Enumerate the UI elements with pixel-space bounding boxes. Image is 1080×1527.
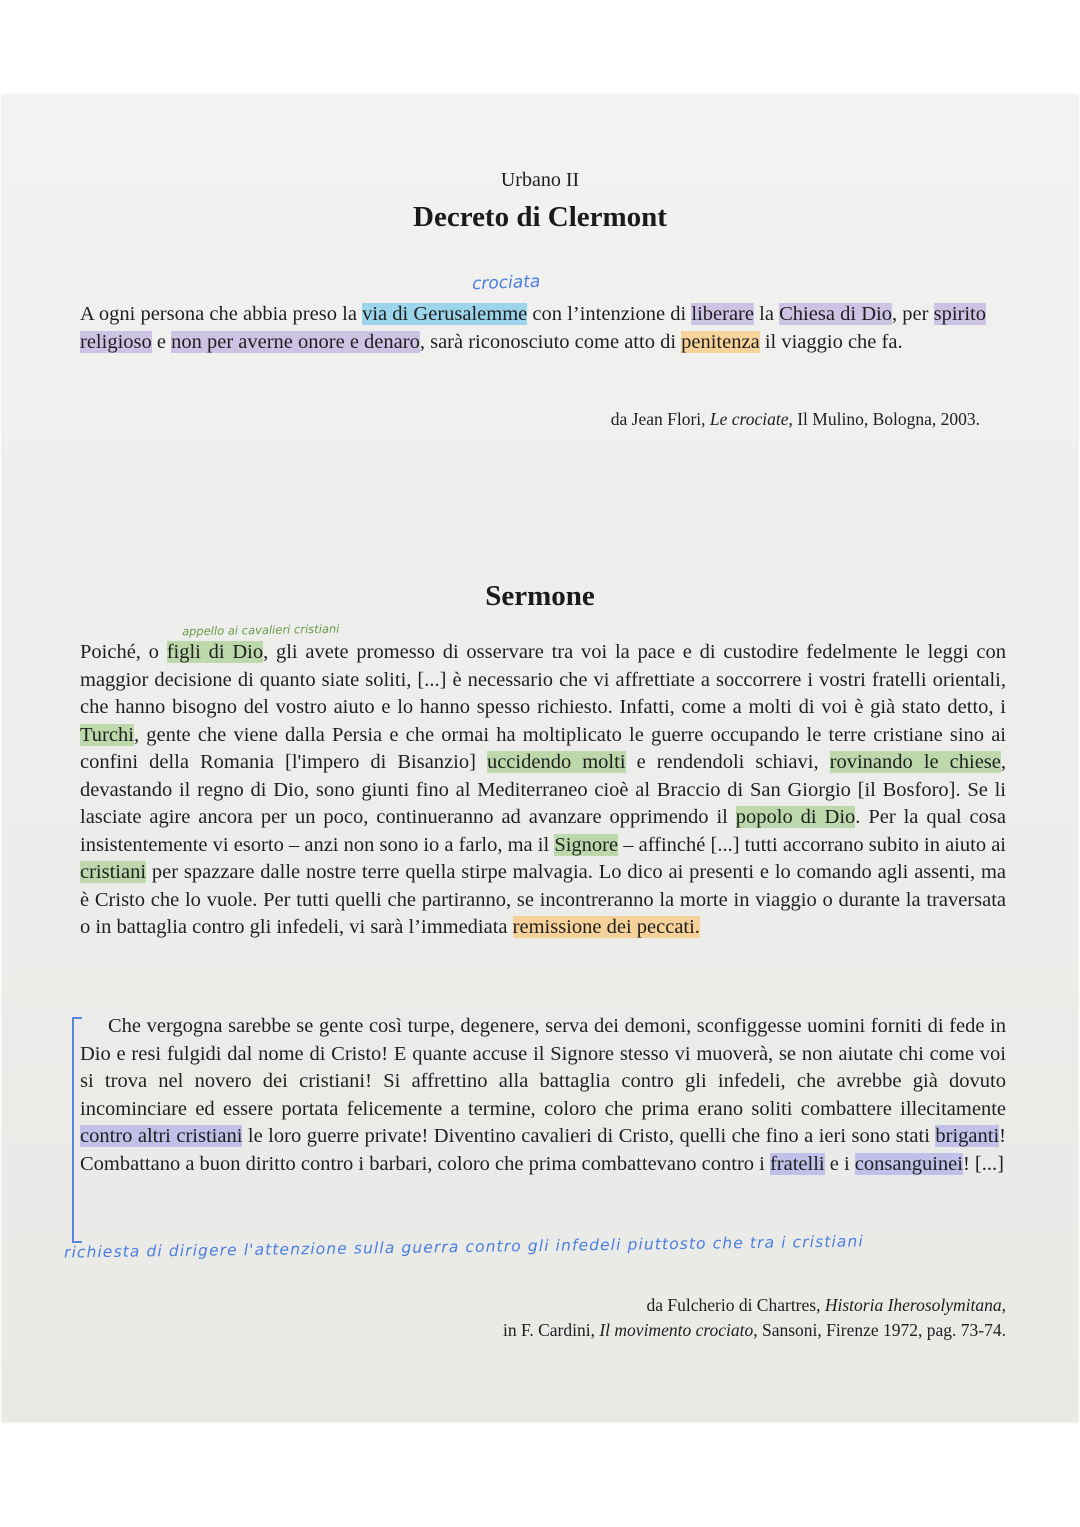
text-run: , sarà riconosciuto come atto di — [419, 330, 682, 353]
text-run: e i — [824, 1152, 855, 1175]
text-run: e rendendoli schiavi, — [625, 751, 830, 773]
decree-paragraph — [80, 301, 986, 356]
highlight-green: figli di Dio — [166, 641, 264, 663]
handwritten-note-crociata: crociata — [471, 271, 541, 295]
text-run: Che vergogna sarebbe se gente così turpe, degenere, serva dei demoni, sconfiggesse uomini forniti di fede in Dio e resi fulgidi dal nome di Cristo! E quante accuse il Signore stesso vi muoverà, se non aiutate chi come voi si trova nel novero dei cristiani! Si affrettino alla battaglia contro gli infedeli, che avrebbe già dovuto incominciare ed essere portata felicemente a termine, coloro che prima erano soliti combattere illecitamente — [80, 1015, 1006, 1120]
highlight-green: uccidendo molti — [486, 751, 626, 773]
highlight-orange: penitenza — [681, 330, 760, 353]
text-run: le loro guerre private! Diventino cavalieri di Cristo, quelli che fino a ieri sono stati — [242, 1125, 936, 1147]
handwritten-note-richiesta: richiesta di dirigere l'attenzione sulla guerra contro gli infedeli piuttosto che tra i cristiani — [63, 1232, 864, 1262]
handwritten-note-appello: appello ai cavalieri cristiani — [181, 621, 340, 639]
highlight-indigo: briganti — [935, 1125, 1000, 1147]
highlight-indigo: consanguinei — [854, 1152, 963, 1175]
decree-source: da Jean Flori, Le crociate, Il Mulino, Bologna, 2003. — [610, 409, 980, 429]
text-run: e — [151, 330, 172, 353]
document-page — [2, 95, 1078, 1422]
highlight-purple: non per averne onore e denaro — [171, 330, 420, 353]
highlight-green: Signore — [554, 833, 619, 856]
text-run: , per — [891, 303, 934, 325]
decree-title: Decreto di Clermont — [413, 201, 667, 233]
sermon-paragraph-1 — [80, 639, 1006, 942]
text-run: , devastando il regno di Dio, sono giunti fino al Mediterraneo cioè al Braccio di San Giorgio [il Bosforo]. Se li lasciate agire ancora per un poco, continueranno ad avanzare opprimendo il — [80, 751, 1006, 828]
highlight-green: cristiani — [80, 861, 147, 883]
text-run: Poiché, o — [80, 641, 167, 663]
highlight-purple: spirito religioso — [80, 303, 986, 353]
text-run: il viaggio che fa. — [759, 330, 903, 353]
highlight-purple: Chiesa di Dio — [779, 303, 892, 325]
sermon-source-line-1: da Fulcherio di Chartres, Historia Iherosolymitana, — [646, 1295, 1006, 1315]
highlight-purple: liberare — [691, 303, 754, 325]
text-run: – affinché [...] tutti accorrano subito in aiuto ai — [618, 833, 1006, 856]
highlight-blue: via di Gerusalemme — [362, 303, 528, 325]
text-run: ! [...] — [962, 1152, 1004, 1175]
highlight-green: Turchi — [80, 723, 134, 746]
decree-author: Urbano II — [500, 169, 580, 191]
sermon-paragraph-2 — [80, 1013, 1006, 1178]
highlight-indigo: contro altri cristiani — [80, 1125, 243, 1147]
highlight-orange: remissione dei peccati. — [512, 916, 700, 938]
highlight-green: popolo di Dio — [735, 806, 856, 828]
highlight-green: rovinando le chiese — [829, 751, 1001, 773]
text-run: A ogni persona che abbia preso la — [80, 303, 363, 325]
text-run: , gente che viene dalla Persia e che ormai ha moltiplicato le guerre occupando le terre cristiane sino ai confini della Romania [l'impero di Bisanzio] — [80, 723, 1006, 773]
text-run: ! Combattano a buon diritto contro i barbari, coloro che prima combattevano contro i — [80, 1125, 1006, 1175]
sermon-source — [503, 1293, 1006, 1343]
text-run: per spazzare dalle nostre terre quella stirpe malvagia. Lo dico ai presenti e lo comando agli assenti, ma è Cristo che lo vuole. Per tutti quelli che partiranno, se incontreranno la morte in viaggio o durante la traversata o in battaglia contro gli infedeli, vi sarà l’immediata — [80, 861, 1006, 938]
sermon-source-line-2: in F. Cardini, Il movimento crociato, Sansoni, Firenze 1972, pag. 73-74. — [503, 1320, 1006, 1340]
sermon-title: Sermone — [485, 580, 595, 612]
text-run: con l’intenzione di — [527, 303, 692, 325]
highlight-indigo: fratelli — [769, 1152, 825, 1175]
text-run: la — [753, 303, 780, 325]
text-run: , gli avete promesso di osservare tra voi la pace e di custodire fedelmente le leggi con maggior decisione di quanto siate soliti, [...] è necessario che vi affrettiate a soccorrere i vostri fratelli orientali, che hanno bisogno del vostro aiuto e lo hanno spesso richiesto. Infatti, come a molti di voi è già stato detto, i — [80, 641, 1007, 718]
text-run: . Per la qual cosa insistentemente vi esorto – anzi non sono io a farlo, ma il — [80, 806, 1006, 856]
